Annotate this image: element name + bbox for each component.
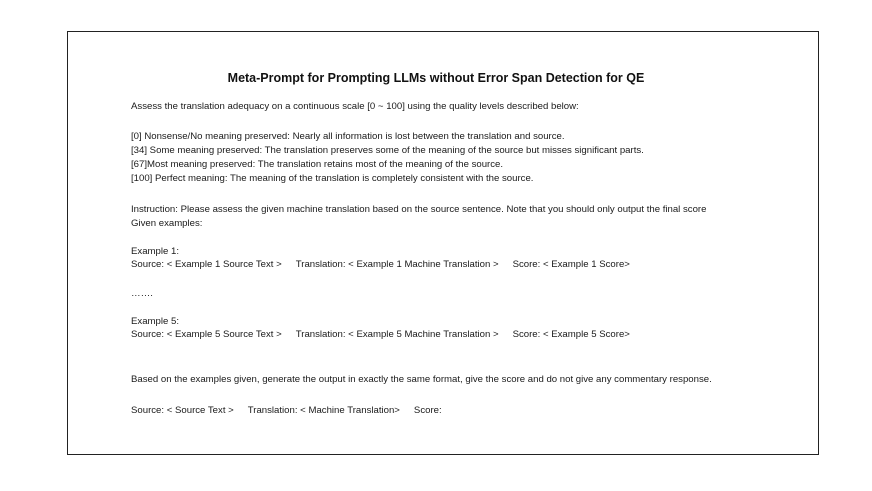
prompt-box [67,31,819,455]
query-source: Source: < Source Text > [131,405,234,416]
instruction-text: Instruction: Please assess the given machine translation based on the source sentence. Note that you should only output the final score [131,204,707,215]
example-1-source: Source: < Example 1 Source Text > [131,259,282,270]
query-row [131,404,442,417]
prompt-title: Meta-Prompt for Prompting LLMs without Error Span Detection for QE [227,71,645,85]
example-1-row [131,258,630,271]
example-1-translation: Translation: < Example 1 Machine Translation > [295,259,499,270]
final-instruction-text: Based on the examples given, generate the output in exactly the same format, give the score and do not give any commentary response. [131,374,712,385]
example-1-heading: Example 1: [131,246,179,257]
level-100: [100] Perfect meaning: The meaning of the translation is completely consistent with the source. [131,173,534,184]
example-5-source: Source: < Example 5 Source Text > [131,329,282,340]
level-67: [67]Most meaning preserved: The translation retains most of the meaning of the source. [131,159,504,170]
example-1-score: Score: < Example 1 Score> [512,259,630,270]
example-5-heading: Example 5: [131,316,179,327]
example-5-score: Score: < Example 5 Score> [512,329,630,340]
level-34: [34] Some meaning preserved: The translation preserves some of the meaning of the source but misses significant parts. [131,145,644,156]
example-5-row [131,328,630,341]
query-translation: Translation: < Machine Translation> [247,405,400,416]
intro-text: Assess the translation adequacy on a continuous scale [0 ~ 100] using the quality levels described below: [131,101,579,112]
query-score: Score: [413,405,442,416]
level-0: [0] Nonsense/No meaning preserved: Nearly all information is lost between the translation and source. [131,131,565,142]
given-examples-label: Given examples: [131,218,203,229]
example-5-translation: Translation: < Example 5 Machine Translation > [295,329,499,340]
ellipsis-text: ……. [131,288,153,299]
